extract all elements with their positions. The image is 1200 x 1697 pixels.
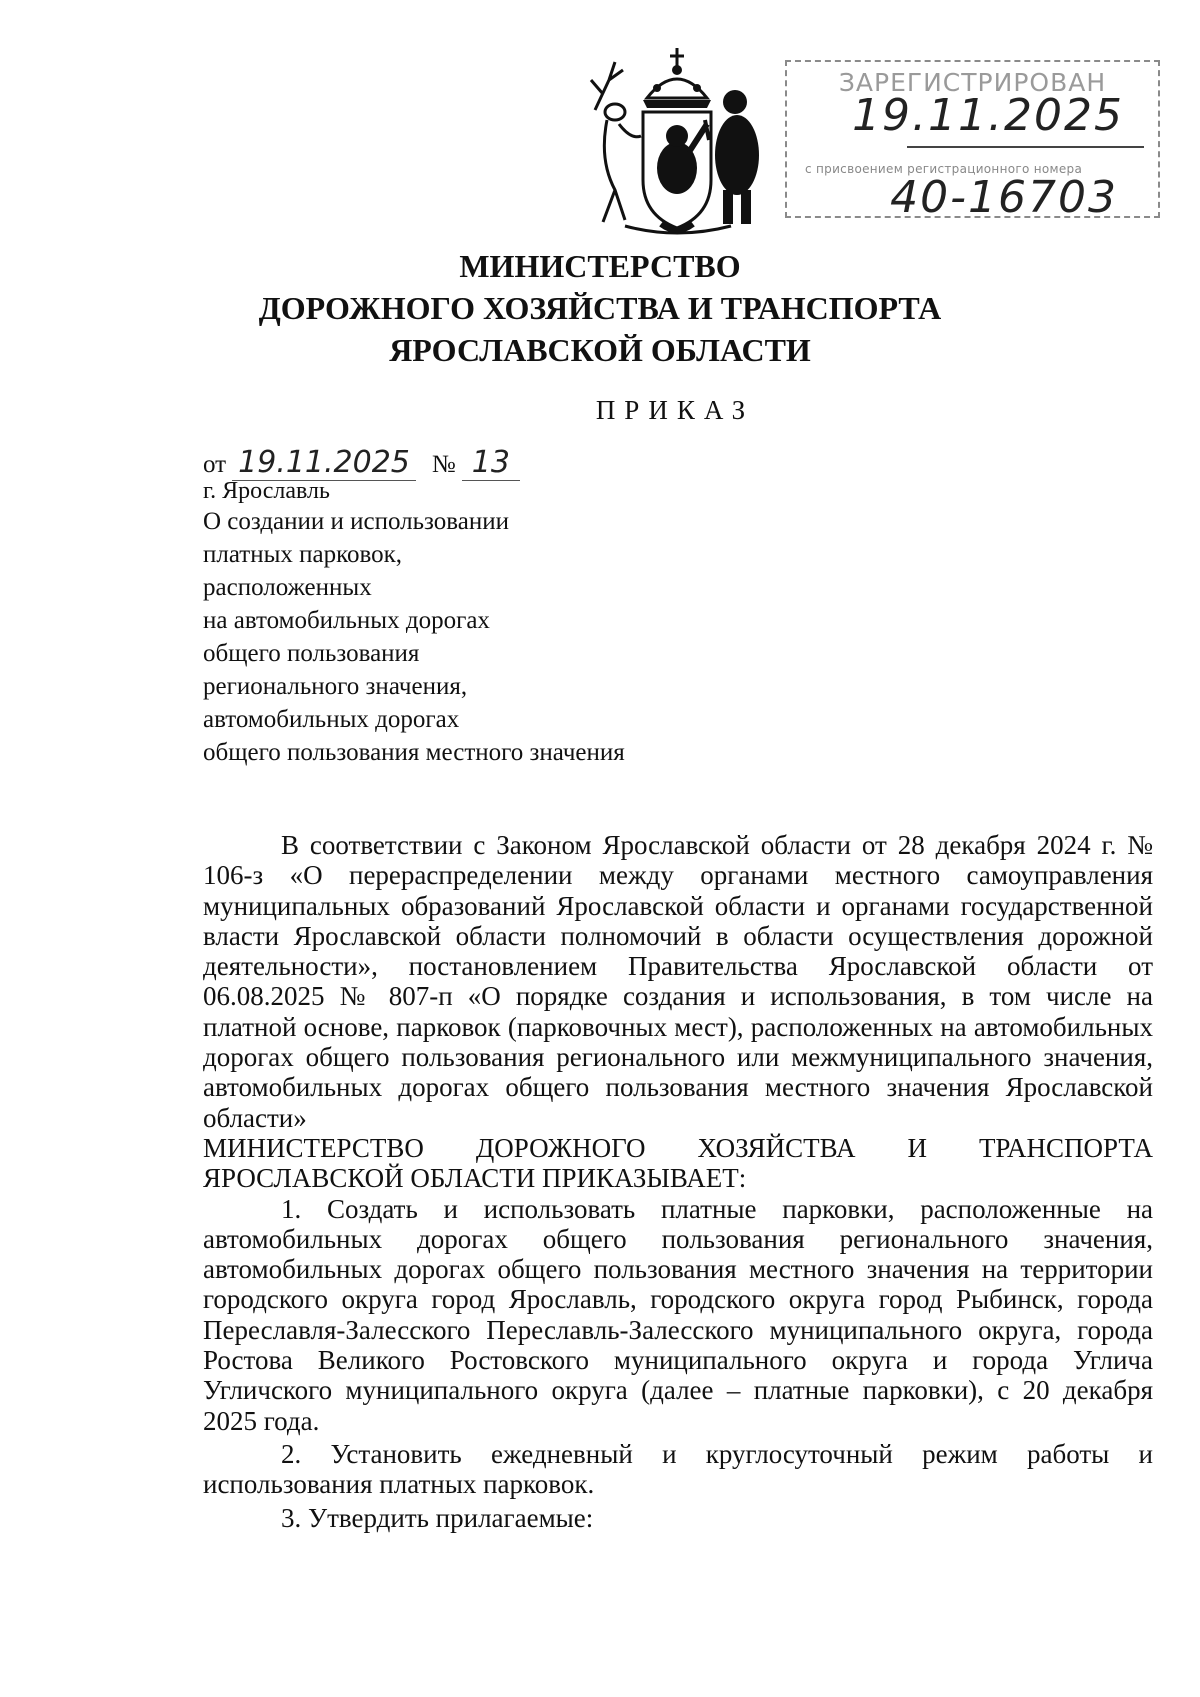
subject-line: платных парковок, — [203, 541, 403, 568]
order-caps-line-2: ЯРОСЛАВСКОЙ ОБЛАСТИ ПРИКАЗЫВАЕТ: — [203, 1163, 747, 1194]
item-2-paragraph: 2. Установить ежедневный и круглосуточный режим работы и использования платных парковок. — [203, 1438, 1153, 1500]
stamp-title: ЗАРЕГИСТРИРОВАН — [838, 68, 1107, 97]
ministry-heading — [0, 245, 1200, 371]
subject-line: автомобильных дорогах — [203, 706, 460, 733]
subject-line: на автомобильных дорогах — [203, 607, 490, 634]
stamp-subtitle: с присвоением регистрационного номера — [805, 162, 1083, 176]
stamp-date: 19.11.2025 — [852, 90, 1124, 141]
ministry-line-1: МИНИСТЕРСТВО — [459, 248, 741, 284]
order-caps-line-1: МИНИСТЕРСТВО ДОРОЖНОГО ХОЗЯЙСТВА И ТРАНСПОРТА — [203, 1132, 1153, 1163]
order-subject — [203, 505, 625, 769]
order-date: 19.11.2025 — [232, 445, 416, 481]
order-body — [203, 830, 1153, 1533]
subject-line: общего пользования — [203, 640, 420, 667]
item-1-paragraph: 1. Создать и использовать платные парковки, расположенные на автомобильных дорогах общего пользования регионального значения, автомобильных дорогах общего пользования местного значения на территории городского округа город Ярославль, городского округа город Рыбинск, города Переславля-Залесского Переславль-Залесского муниципального округа, города Ростова Великого Ростовского муниципального округа и города Углича Угличского муниципального округа (далее – платные парковки), с 20 декабря 2025 года. — [203, 1193, 1153, 1436]
ministry-line-3: ЯРОСЛАВСКОЙ ОБЛАСТИ — [389, 332, 811, 368]
subject-line: расположенных — [203, 574, 372, 601]
number-label: № — [431, 451, 456, 478]
coat-of-arms-emblem — [585, 40, 770, 240]
order-number: 13 — [462, 445, 520, 481]
city: г. Ярославль — [203, 478, 330, 504]
document-type: ПРИКАЗ — [595, 395, 755, 425]
from-label: от — [203, 451, 227, 478]
order-date-number — [203, 445, 520, 481]
item-3-paragraph: 3. Утвердить прилагаемые: — [281, 1502, 594, 1533]
subject-line: регионального значения, — [203, 673, 468, 700]
stamp-underline — [907, 146, 1144, 148]
stamp-registration-number: 40-16703 — [890, 172, 1118, 223]
registration-stamp — [785, 60, 1160, 223]
subject-line: общего пользования местного значения — [203, 739, 625, 766]
subject-line: О создании и использовании — [203, 508, 509, 535]
ministry-line-2: ДОРОЖНОГО ХОЗЯЙСТВА И ТРАНСПОРТА — [258, 290, 942, 326]
preamble-paragraph: В соответствии с Законом Ярославской области от 28 декабря 2024 г. № 106-з «О перераспределении между органами местного самоуправления муниципальных образований Ярославской области и органами государственной власти Ярославской области полномочий в области осуществления дорожной деятельности», постановлением Правительства Ярославской области от 06.08.2025 № 807-п «О порядке создания и использования, в том числе на платной основе, парковок (парковочных мест), расположенных на автомобильных дорогах общего пользования регионального или межмуниципального значения, автомобильных дорогах общего пользования местного значения Ярославской области» — [203, 830, 1153, 1133]
